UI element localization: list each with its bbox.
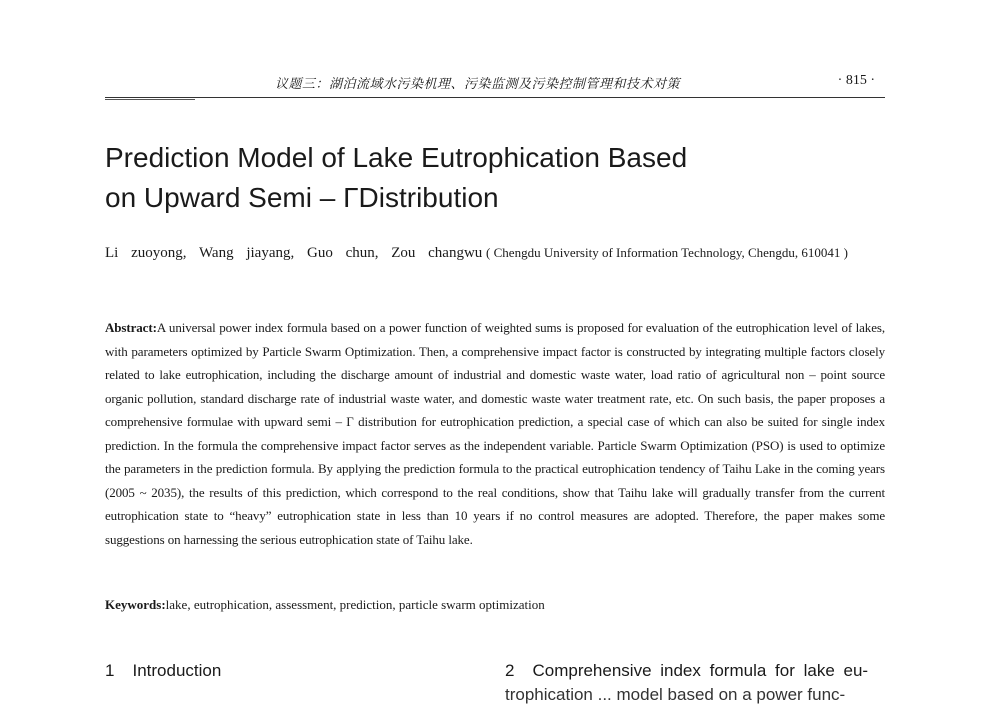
header-rule-short [105, 99, 195, 100]
keywords-label: Keywords: [105, 597, 166, 612]
header-rule [105, 97, 885, 98]
abstract-label: Abstract: [105, 320, 157, 335]
author-affiliation: ( Chengdu University of Information Technology, Chengdu, 610041 ) [486, 245, 848, 260]
running-head-title: 议题三：湖泊流域水污染机理、污染监测及污染控制管理和技术对策 [275, 77, 681, 92]
page-number: · 815 · [837, 73, 875, 88]
section-title: Introduction [132, 661, 222, 680]
section-heading-introduction [105, 660, 221, 682]
section-title-continuation: trophication ... model based on a power func- [505, 685, 846, 704]
keywords [105, 593, 885, 616]
abstract [105, 316, 885, 551]
keywords-text: lake, eutrophication, assessment, prediction, particle swarm optimization [165, 597, 545, 612]
running-head [275, 71, 875, 93]
paper-title [105, 138, 905, 218]
paper-title-line-1: Prediction Model of Lake Eutrophication Based [105, 142, 688, 173]
paper-title-line-2: on Upward Semi – ΓDistribution [105, 182, 499, 213]
section-heading-comprehensive-index [505, 660, 885, 682]
section-heading-continuation [505, 684, 885, 704]
author-names: Li zuoyong, Wang jiayang, Guo chun, Zou changwu [105, 245, 483, 261]
section-number: 1 [105, 661, 115, 680]
section-number: 2 [505, 661, 515, 680]
section-title: Comprehensive index formula for lake eu- [532, 661, 869, 680]
author-block [105, 240, 885, 266]
abstract-text: A universal power index formula based on a power function of weighted sums is proposed for evaluation of the eutrophication level of lakes, with parameters optimized by Particle Swarm Optimization. Then, a comprehensive impact factor is constructed by integrating multiple factors closely related to lake eutrophication, including the discharge amount of industrial and domestic waste water, load ratio of agricultural non – point source organic pollution, standard discharge rate of industrial waste water, and domestic waste water treatment rate, etc. On such basis, the paper proposes a comprehensive formulae with upward semi – Γ distribution for eutrophication prediction, a special case of which can also be suited for single index prediction. In the formula the comprehensive impact factor serves as the independent variable. Particle Swarm Optimization (PSO) is used to optimize the parameters in the prediction formula. By applying the prediction formula to the practical eutrophication tendency of Taihu Lake in the coming years (2005 ~ 2035), the results of this prediction, which correspond to the real conditions, show that Taihu lake will gradually transfer from the current eutrophication state to “heavy” eutrophication state in less than 10 years if no control measures are adopted. Therefore, the paper makes some suggestions on harnessing the serious eutrophication state of Taihu lake. [105, 320, 885, 547]
